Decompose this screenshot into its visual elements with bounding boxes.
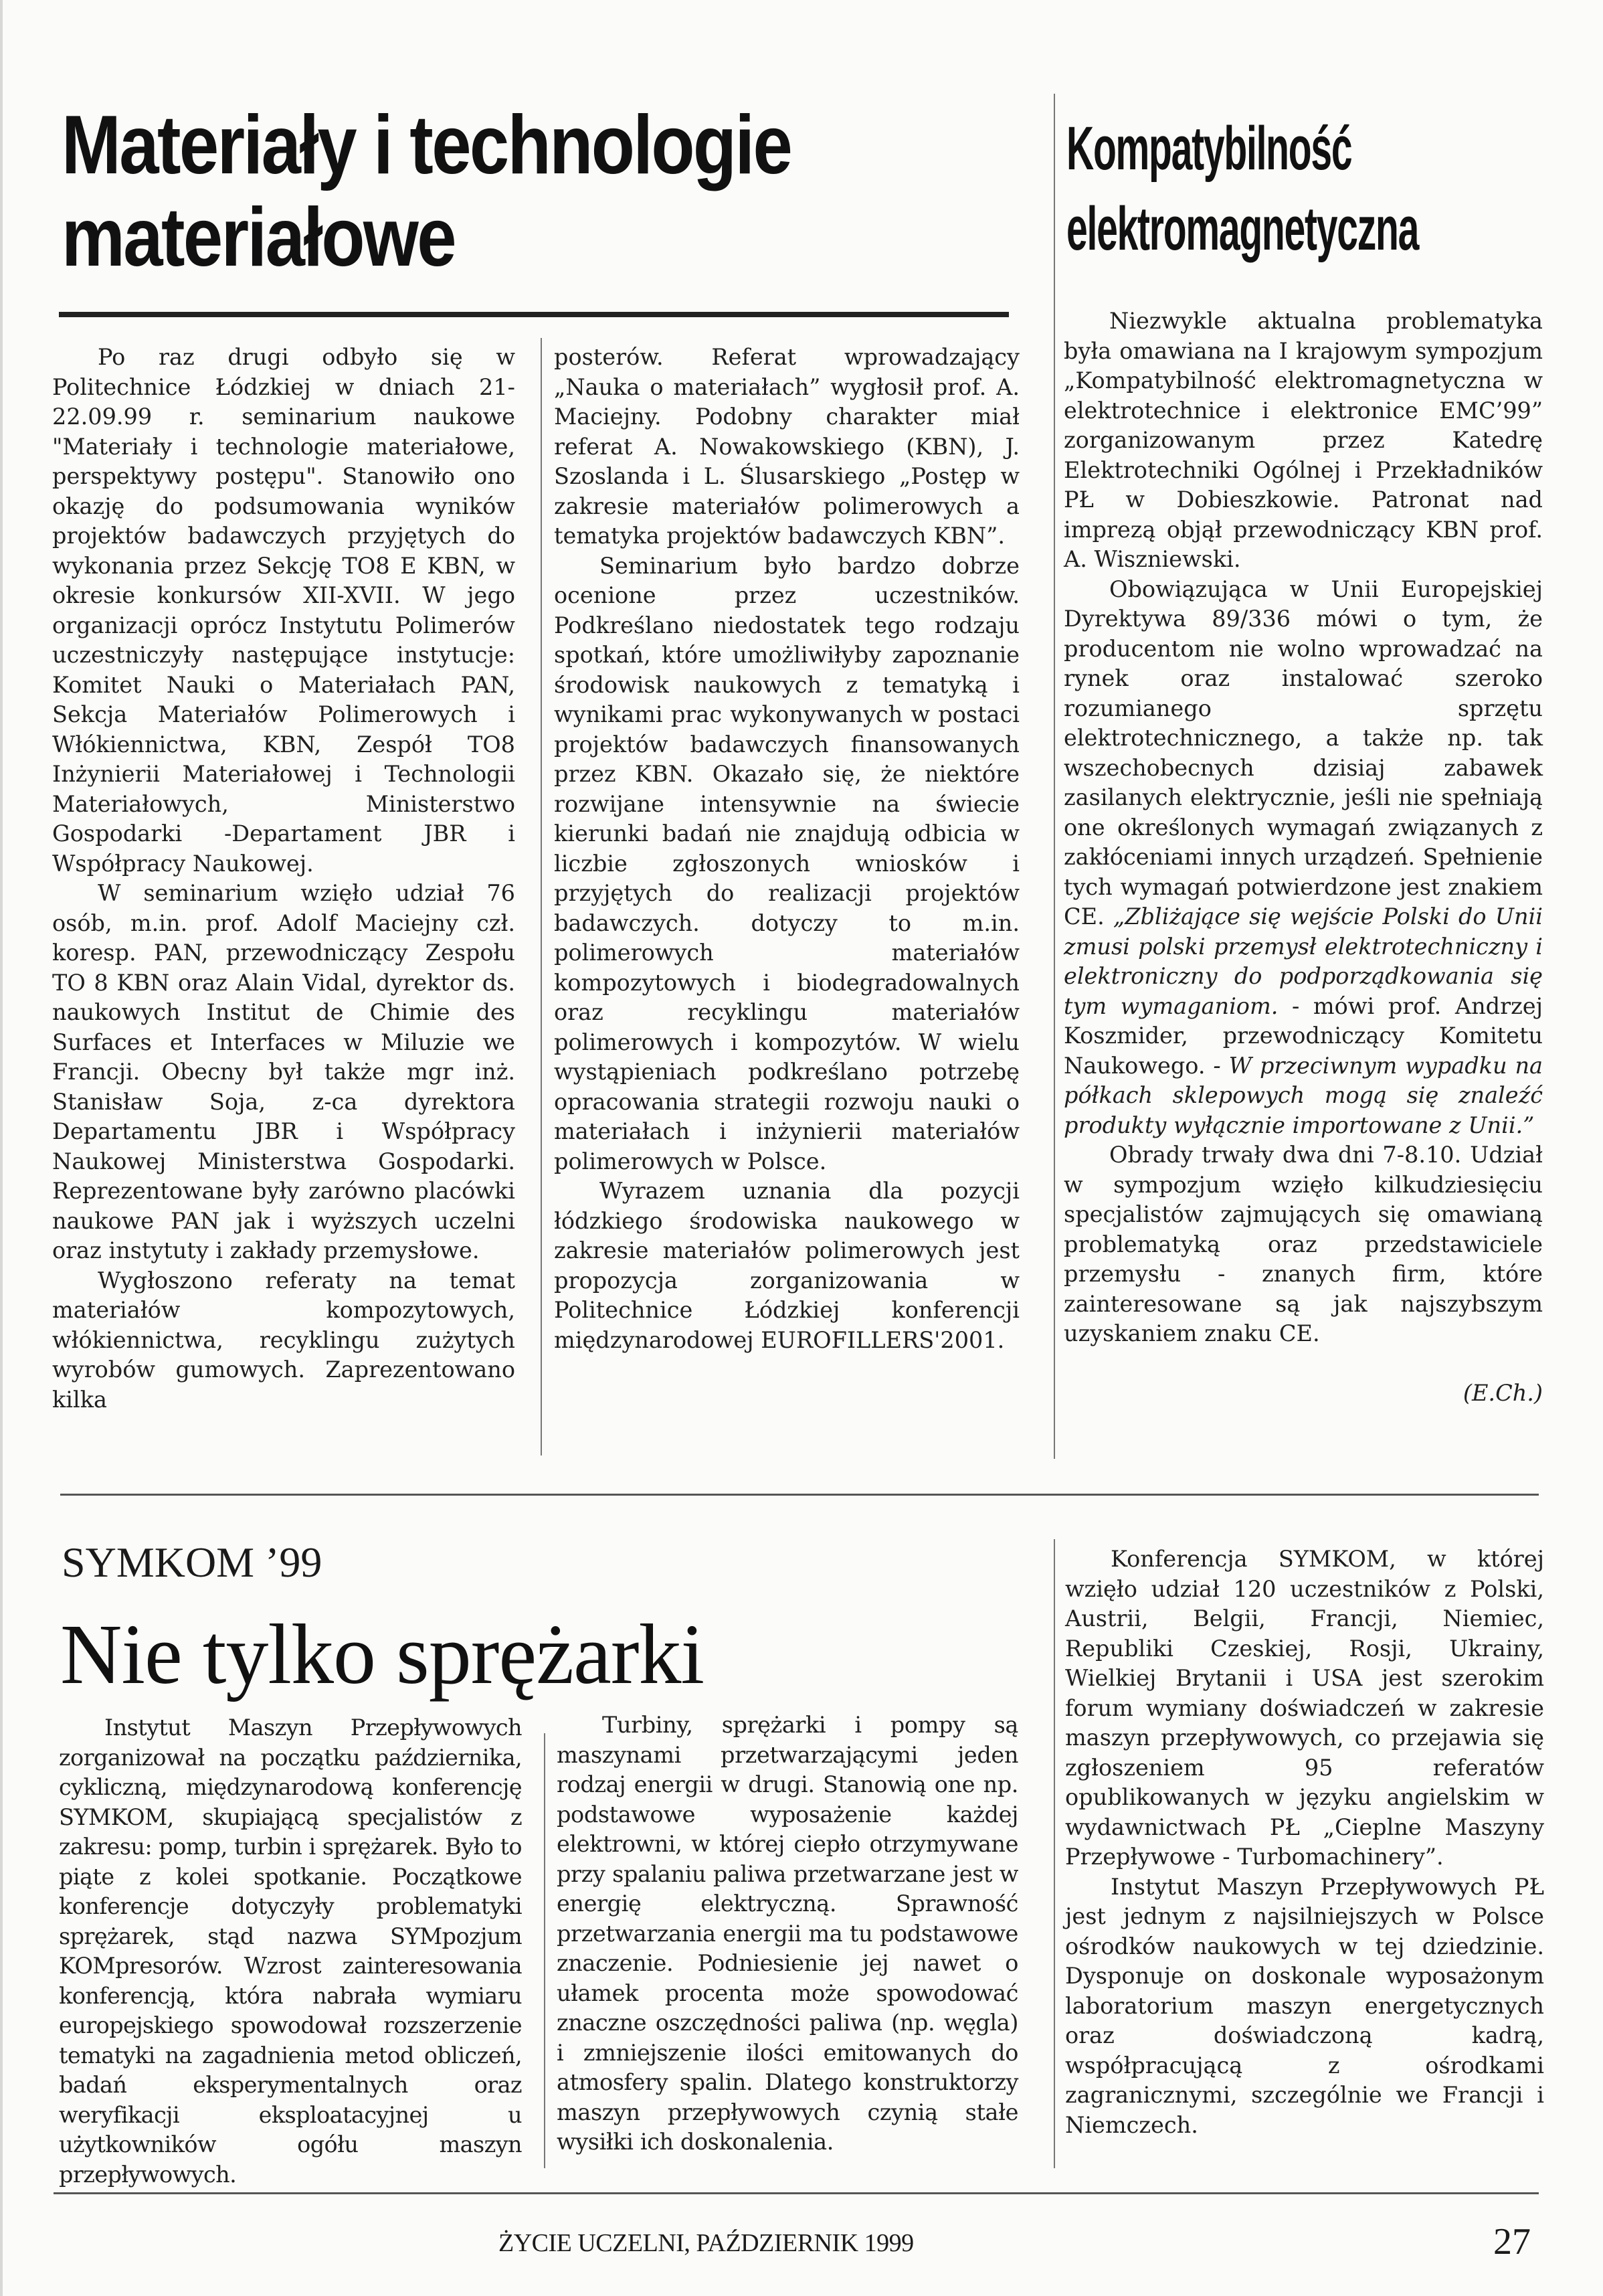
article1-title-line2: materiałowe <box>62 191 456 284</box>
article2-signature: (E.Ch.) <box>1463 1379 1543 1406</box>
article3-kicker: SYMKOM ’99 <box>62 1538 322 1586</box>
article1-col2-paragraph: Seminarium było bardzo dobrze ocenione przez uczestników. Podkreślano niedostatek tego rodzaju spotkań, które umożliwiłyby zapoznanie środowisk naukowych z tematyką i wynikami prac wykonywanych w postaci projektów badawczych finansowanych przez KBN. Okazało się, że niektóre rozwijane intensywnie na świecie kierunki badań nie znajdują odbicia w liczbie zgłoszonych wniosków i przyjętych do realizacji projektów badawczych. dotyczy to m.in. polimerowych materiałów kompozytowych i biodegradowalnych oraz recyklingu materiałów polimerowych i kompozytów. W wielu wystąpieniach podkreślano potrzebę opracowania strategii rozwoju nauki o materiałach i inżynierii materiałów polimerowych w Polsce. <box>554 552 1020 1174</box>
article3-col2-paragraph: Turbiny, sprężarki i pompy są maszynami przetwarzającymi jeden rodzaj energii w drugi. Stanowią one np. podstawowe wyposażenie każdej elektrowni, w której ciepło otrzymywane przy spalaniu paliwa przetwarzane jest w energię elektryczną. Sprawność przetwarzania energii ma tu podstawowe znaczenie. Podniesienie jej nawet o ułamek procenta może spowodować znaczne oszczędności paliwa (np. węgla) i zmniejszenie ilości emitowanych do atmosfery spalin. Dlatego konstruktorzy maszyn przepływowych czynią stałe wysiłki ich doskonalenia. <box>557 1712 1018 2155</box>
article1-col1-paragraph: W seminarium wzięło udział 76 osób, m.in. prof. Adolf Maciejny czł. koresp. PAN, przewodniczący Zespołu TO 8 KBN oraz Alain Vidal, dyrektor ds. naukowych Institut de Chimie des Surfaces et Interfaces w Miluzie we Francji. Obecny był także mgr inż. Stanisław Soja, z-ca dyrektora Departamentu JBR i Współpracy Naukowej Ministerstwa Gospodarki. Reprezentowane były zarówno placówki naukowe PAN jak i wyższych uczelni oraz instytuty i zakłady przemysłowe. <box>52 880 515 1263</box>
article1-title-line1: Materiały i technologie <box>62 99 791 191</box>
article2-title-line1: Kompatybilność <box>1066 114 1352 183</box>
article1-title-underline <box>59 312 1009 317</box>
article3-col3-paragraph-2: Instytut Maszyn Przepływowych PŁ jest jednym z najsilniejszych w Polsce ośrodków naukowych w tej dziedzinie. Dysponuje on doskonale wyposażonym laboratorium maszyn energetycznych oraz doświadczoną kadrą, współpracującą z ośrodkami zagranicznymi, szczególnie we Francji i Niemczech. <box>1065 1873 1544 2138</box>
article3-col3-paragraph-1: Konferencja SYMKOM, w której wzięło udział 120 uczestników z Polski, Austrii, Belgii, Francji, Niemiec, Republiki Czeskiej, Rosji, Ukrainy, Wielkiej Brytanii i USA jest szerokim forum wymiany doświadczeń w zakresie maszyn przepływowych, co przejawia się zgłoszeniem 95 referatów opublikowanych w języku angielskim w wydawnictwach PŁ „Cieplne Maszyny Przepływowe - Turbomachinery”. <box>1065 1546 1544 1870</box>
page-edge <box>0 0 3 2296</box>
article1-col2-paragraph: posterów. Referat wprowadzający „Nauka o materiałach” wygłosił prof. A. Maciejny. Podobny charakter miał referat A. Nowakowskiego (KBN), J. Szoslanda i L. Ślusarskiego „Postęp w zakresie materiałów polimerowych a tematyka projektów badawczych KBN”. <box>554 344 1020 549</box>
article1-col1-paragraph: Wygłoszono referaty na temat materiałów kompozytowych, włókiennictwa, recyklingu zużytych wyrobów gumowych. Zaprezentowano kilka <box>52 1267 515 1413</box>
article2-p2-text: Obowiązująca w Unii Europejskiej Dyrektywa 89/336 mówi o tym, że producentom nie wolno wprowadzać na rynek oraz instalować szeroko rozumianego sprzętu elektrotechnicznego, a także np. tak wszechobecnych dzisiaj zabawek zasilanych elektrycznie, jeśli nie spełniają one określonych wymagań związanych z zakłóceniami innych urządzeń. Spełnienie tych wymagań potwierdzone jest znakiem CE. <box>1064 576 1543 930</box>
article1-col1-paragraph: Po raz drugi odbyło się w Politechnice Łódzkiej w dniach 21-22.09.99 r. seminarium naukowe "Materiały i technologie materiałowe, perspektywy postępu". Stanowiło ono okazję do podsumowania wyników projektów badawczych przyjętych do wykonania przez Sekcję TO8 E KBN, w okresie konkursów XII-XVII. W jego organizacji oprócz Instytutu Polimerów uczestniczyły następujące instytucje: Komitet Nauki o Materiałach PAN, Sekcja Materiałów Polimerowych i Włókiennictwa, KBN, Zespół TO8 Inżynierii Materiałowej i Technologii Materiałowych, Ministerstwo Gospodarki -Departament JBR i Współpracy Naukowej. <box>52 344 515 877</box>
column-divider-right-bottom <box>1054 1539 1055 2168</box>
article2-title-line2: elektromagnetyczna <box>1066 195 1419 263</box>
column-divider-mid-top <box>541 338 542 1455</box>
footer-rule <box>54 2192 1539 2194</box>
article2-body <box>1064 306 1543 1408</box>
article2-quote-2: - W przeciwnym wypadku na półkach sklepowych mogą się znaleźć produkty wyłącznie importowane z Unii.” <box>1064 1052 1543 1138</box>
article3-title: Nie tylko sprężarki <box>60 1607 704 1702</box>
article3-column-1 <box>59 1713 522 2190</box>
article1-column-1 <box>52 343 515 1415</box>
article2-paragraph-3: Obrady trwały dwa dni 7-8.10. Udział w sympozjum wzięło kilkudziesięciu specjalistów zajmujących się omawianą problematyką oraz przedstawiciele przemysłu - znanych firm, które zainteresowane są jak najszybszym uzyskaniem znaku CE. <box>1064 1142 1543 1346</box>
article2-paragraph-2 <box>1064 575 1543 1141</box>
article1-col2-paragraph: Wyrazem uznania dla pozycji łódzkiego środowiska naukowego w zakresie materiałów polimerowych jest propozycja zorganizowania w Politechnice Łódzkiej konferencji międzynarodowej EUROFILLERS'2001. <box>554 1178 1020 1353</box>
article3-col1-paragraph: Instytut Maszyn Przepływowych zorganizował na początku października, cykliczną, międzynarodową konferencję SYMKOM, skupiającą specjalistów z zakresu: pomp, turbin i sprężarek. Było to piąte z kolei spotkanie. Początkowe konferencje dotyczyły problematyki sprężarek, stąd nazwa SYMpozjum KOMpresorów. Wzrost zainteresowania konferencją, która nabrała wymiaru europejskiego spowodował rozszerzenie tematyki na zagadnienia metod obliczeń, badań eksperymentalnych oraz weryfikacji eksploatacyjnej u użytkowników ogółu maszyn przepływowych. <box>59 1714 522 2188</box>
column-divider-mid-bottom <box>544 1733 545 2168</box>
footer-page-number: 27 <box>1493 2221 1531 2263</box>
article3-column-2 <box>557 1710 1018 2157</box>
article2-p2-attribution: - mówi prof. Andrzej Koszmider, przewodniczący Komitetu Naukowego. <box>1064 992 1543 1079</box>
column-divider-right-top <box>1054 94 1055 1459</box>
article2-paragraph-1: Niezwykle aktualna problematyka była omawiana na I krajowym sympozjum „Kompatybilność elektromagnetyczna w elektrotechnice i elektronice EMC’99” zorganizowanym przez Katedrę Elektrotechniki Ogólnej i Przekładników PŁ w Dobieszkowie. Patronat nad imprezą objął przewodniczący KBN prof. A. Wiszniewski. <box>1064 308 1543 572</box>
article1-column-2 <box>554 343 1020 1355</box>
article3-column-3 <box>1065 1544 1544 2140</box>
footer-publication: ŻYCIE UCZELNI, PAŹDZIERNIK 1999 <box>498 2229 914 2257</box>
article2-quote-1: „Zbliżające się wejście Polski do Unii zmusi polski przemysł elektrotechniczny i elektroniczny do podporządkowania się tym wymaganiom. <box>1064 903 1543 1019</box>
section-separator <box>60 1494 1539 1496</box>
